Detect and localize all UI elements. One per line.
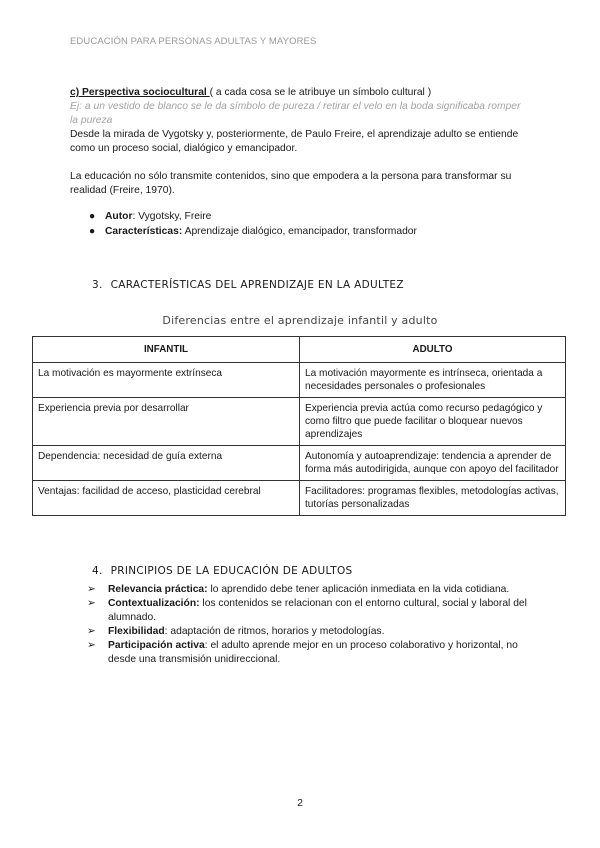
principle-text: : adaptación de ritmos, horarios y metodologías.	[164, 626, 385, 638]
running-header: EDUCACIÓN PARA PERSONAS ADULTAS Y MAYORES	[70, 36, 317, 47]
section-c-example: Ej: a un vestido de blanco se le da símbolo de pureza / retirar el velo en la boda significaba romper la pureza	[70, 101, 521, 126]
table-caption: Diferencias entre el aprendizaje infantil y adulto	[162, 314, 438, 327]
principle-text: : el adulto aprende mejor en un proceso colaborativo y horizontal, no desde una transmisión unidireccional.	[108, 640, 518, 666]
section-4-title-text: PRINCIPIOS DE LA EDUCACIÓN DE ADULTOS	[110, 565, 353, 577]
principle-label: Flexibilidad	[108, 626, 165, 638]
bullet-label: Características:	[105, 226, 183, 237]
table-row	[33, 481, 566, 516]
arrow-bullet-icon: ➢	[87, 626, 96, 638]
table-cell: La motivación mayormente es intrínseca, orientada a necesidades personales o profesionales	[300, 363, 566, 398]
table-cell: Experiencia previa actúa como recurso pedagógico y como filtro que puede facilitar o bloquear nuevos aprendizajes	[300, 398, 566, 446]
section-3-title	[92, 279, 404, 291]
table-cell: Ventajas: facilidad de acceso, plasticidad cerebral	[33, 481, 300, 516]
bullet-label: Autor	[105, 211, 133, 222]
principle-text: lo aprendido debe tener aplicación inmediata en la vida cotidiana.	[207, 584, 510, 595]
arrow-bullet-icon: ➢	[87, 598, 96, 610]
principle-text: los contenidos se relacionan con el entorno cultural, social y laboral del alumnado.	[108, 598, 527, 624]
list-item	[87, 583, 527, 597]
section-c-paragraph-1: Desde la mirada de Vygotsky y, posteriormente, de Paulo Freire, el aprendizaje adulto se entiende como un proceso social, dialógico y emancipador.	[70, 129, 519, 154]
principle-label: Participación activa	[108, 640, 205, 652]
column-header-infantil: INFANTIL	[33, 337, 300, 363]
section-c-heading-rest: ( a cada cosa se le atribuye un símbolo cultural )	[209, 87, 432, 98]
principle-label: Relevancia práctica:	[108, 584, 208, 595]
section-4-number: 4.	[92, 565, 103, 577]
table-cell: Dependencia: necesidad de guía externa	[33, 446, 300, 481]
section-c-bullets	[70, 210, 530, 239]
bullet-text: Aprendizaje dialógico, emancipador, transformador	[182, 226, 417, 237]
section-c-paragraph-2: La educación no sólo transmite contenidos, sino que empodera a la persona para transformar su realidad (Freire, 1970).	[70, 171, 512, 196]
comparison-table	[32, 336, 566, 516]
table-cell: Autonomía y autoaprendizaje: tendencia a aprender de forma más autodirigida, aunque con apoyo del facilitador	[300, 446, 566, 481]
list-item	[87, 597, 527, 625]
section-3-title-text: CARACTERÍSTICAS DEL APRENDIZAJE EN LA ADULTEZ	[110, 279, 404, 291]
section-c-heading-bold: c) Perspectiva sociocultural	[70, 87, 210, 98]
bullet-item	[70, 225, 530, 239]
table-cell: La motivación es mayormente extrínseca	[33, 363, 300, 398]
table-cell: Experiencia previa por desarrollar	[33, 398, 300, 446]
bullet-item	[70, 210, 530, 224]
column-header-adulto: ADULTO	[300, 337, 566, 363]
arrow-bullet-icon: ➢	[87, 640, 96, 652]
table-row	[33, 398, 566, 446]
table-row	[33, 446, 566, 481]
arrow-bullet-icon: ➢	[87, 584, 96, 595]
bullet-dot-icon: ●	[89, 226, 96, 237]
bullet-text: : Vygotsky, Freire	[132, 211, 212, 222]
page-number: 2	[297, 797, 303, 809]
section-c	[70, 86, 530, 240]
table-header-row	[33, 337, 566, 363]
principle-label: Contextualización:	[108, 598, 200, 610]
section-4-title	[92, 565, 352, 577]
principles-list	[87, 583, 527, 668]
table-cell: Facilitadores: programas flexibles, metodologías activas, tutorías personalizadas	[300, 481, 566, 516]
section-c-heading	[70, 86, 530, 100]
bullet-dot-icon: ●	[89, 211, 96, 222]
list-item	[87, 639, 527, 667]
section-3-number: 3.	[92, 279, 103, 291]
table-row	[33, 363, 566, 398]
list-item	[87, 625, 527, 639]
